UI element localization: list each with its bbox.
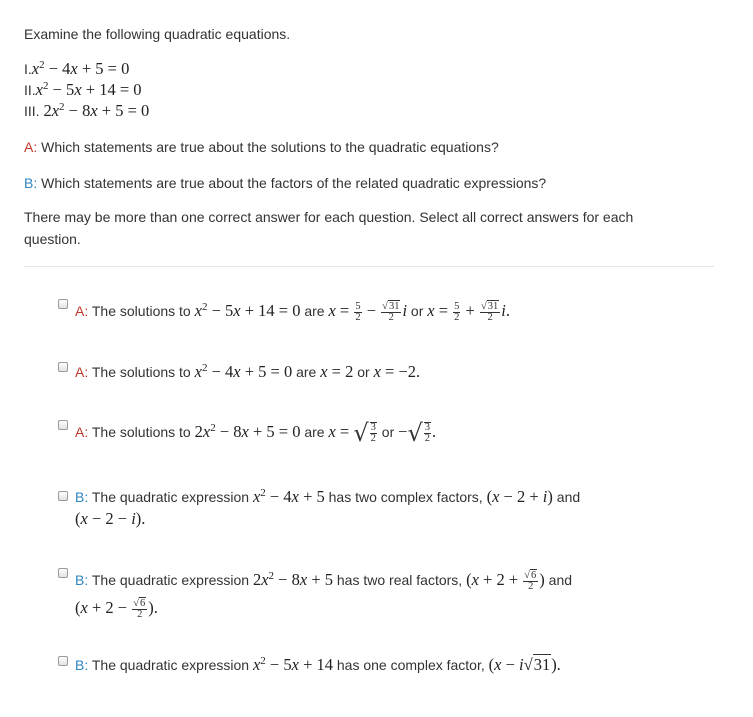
option-2-checkbox[interactable] <box>58 362 68 372</box>
equation-3: III. $2x^2 - 8x + 5 = 0$ <box>24 101 150 120</box>
instructions-line-2: question. <box>24 231 81 247</box>
option-6[interactable]: B: The quadratic expression $x^2 - 5x + 14$ has one complex factor, (x − i√31). <box>75 655 561 674</box>
option-5-checkbox[interactable] <box>58 568 68 578</box>
option-1-checkbox[interactable] <box>58 299 68 309</box>
option-4-checkbox[interactable] <box>58 491 68 501</box>
equation-2: $II.x^2 - 5x + 14 = 0$ <box>24 80 142 99</box>
question-b: B: Which statements are true about the factors of the related quadratic expressions? <box>24 175 547 191</box>
question-a-label: A: <box>24 139 38 155</box>
option-3-checkbox[interactable] <box>58 420 68 430</box>
equation-1: $I.x^2 - 4x + 5 = 0$ <box>24 59 130 78</box>
question-a: A: Which statements are true about the solutions to the quadratic equations? <box>24 139 499 155</box>
question-b-label: B: <box>24 175 38 191</box>
option-3[interactable]: A: The solutions to $2x^2 - 8x + 5 = 0$ are x = √ $\frac{3}{2}$ or −√ $\frac{3}{2}$ . <box>75 418 437 447</box>
option-2[interactable]: A: The solutions to $x^2 - 4x + 5 = 0$ are x = 2 or x = −2. <box>75 362 421 381</box>
intro-text: Examine the following quadratic equations. <box>24 26 291 42</box>
option-6-checkbox[interactable] <box>58 656 68 666</box>
divider <box>24 266 714 267</box>
option-1[interactable]: A: The solutions to $x^2 - 5x + 14 = 0$ are x = $\frac{5}{2}$ − $\frac{√31}{2}$ i or x = $\frac{5}{2}$ + $\frac{√31}{2}$ i. <box>75 300 510 323</box>
option-4[interactable]: B: The quadratic expression $x^2 - 4x + 5$ has two complex factors, (x − 2 + i) and (x − 2 − i). <box>75 487 581 528</box>
instructions-line-1: There may be more than one correct answer for each question. Select all correct answers for each <box>24 209 634 225</box>
option-5[interactable]: B: The quadratic expression $2x^2 - 8x + 5$ has two real factors, (x + 2 + $\frac{√6}{2}$ ) and (x + 2 − $\frac{√6}{2}$ ). <box>75 569 573 620</box>
